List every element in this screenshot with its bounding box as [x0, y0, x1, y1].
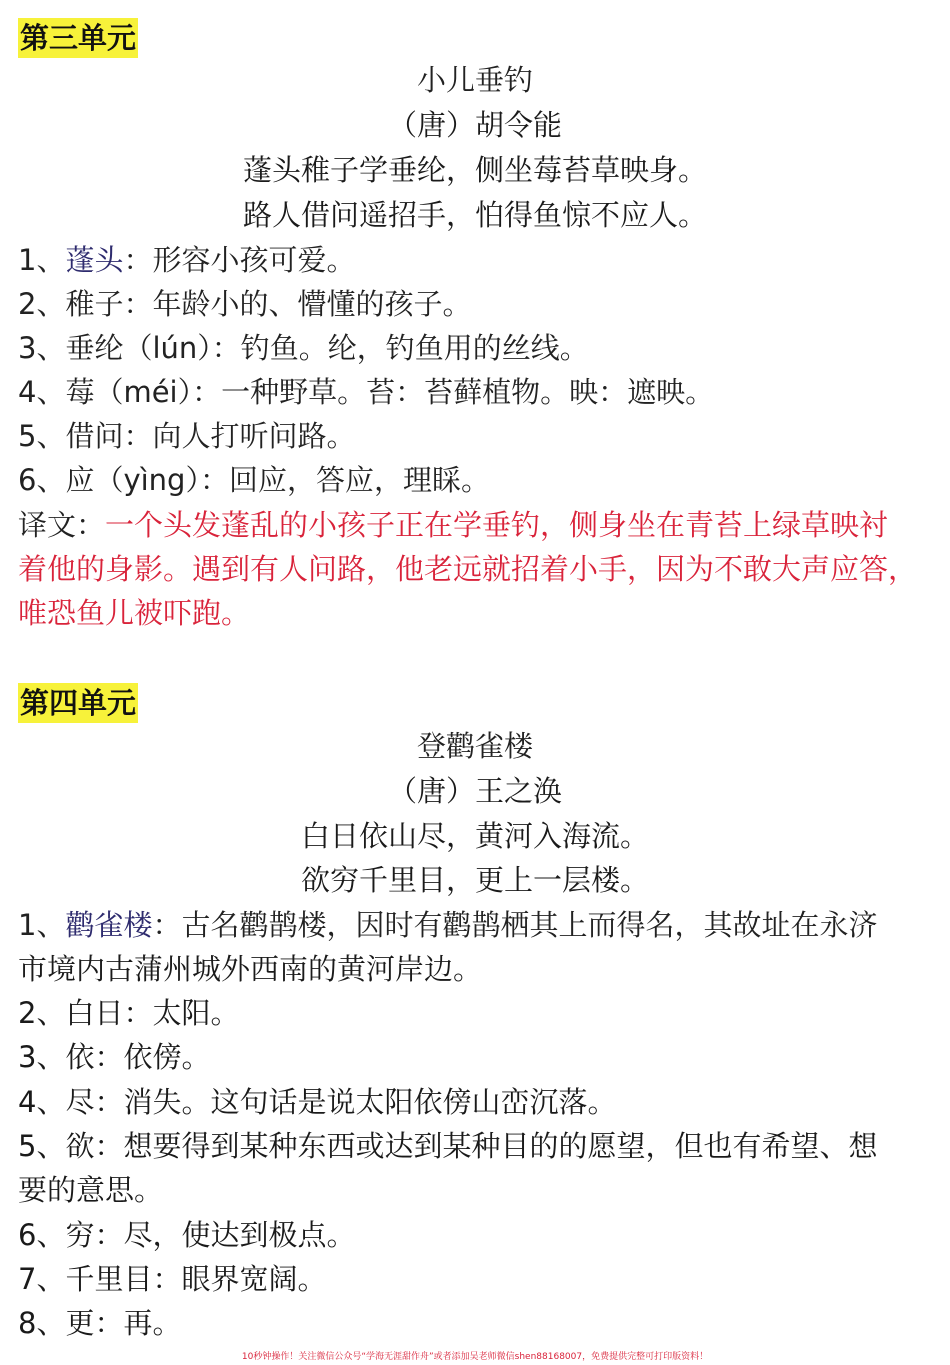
note-number: 4、	[18, 375, 66, 409]
unit4-note-8: 8、更：再。	[18, 1306, 182, 1340]
unit4-note-5: 5、欲：想要得到某种东西或达到某种目的的愿望，但也有希望、想	[18, 1129, 878, 1163]
unit4-verse2: 欲穷千里目，更上一层楼。	[300, 863, 649, 897]
unit4-note-2: 2、白日：太阳。	[18, 996, 240, 1030]
unit4-note-5-continued: 要的意思。	[18, 1173, 164, 1207]
unit4-note-1-continued: 市境内古蒲州城外西南的黄河岸边。	[18, 952, 483, 986]
unit3-verse2: 路人借问遥招手，怕得鱼惊不应人。	[242, 198, 707, 232]
unit3-note-2	[18, 282, 938, 326]
unit3-note-4	[18, 370, 938, 414]
note-definition: ：钓鱼。纶，钓鱼用的丝线。	[211, 331, 589, 365]
unit4-heading: 第四单元	[18, 683, 138, 723]
note-definition: ：向人打听问路。	[123, 419, 356, 453]
footer-watermark: 10秒钟操作！关注微信公众号“学海无涯甜作舟”或者添加吴老师微信shen88168007，免费提供完整可打印版资料！	[241, 1352, 709, 1362]
note-definition: ：回应，答应，理睬。	[199, 463, 490, 497]
note-number: 1、	[18, 908, 66, 942]
note-number: 5、	[18, 419, 66, 453]
note-term: 垂纶（lún）	[65, 331, 212, 365]
unit3-heading: 第三单元	[18, 18, 138, 58]
unit3-note-3	[18, 326, 938, 370]
note-definition: ：古名鹳鹊楼，因时有鹳鹊栖其上而得名，其故址在永济	[152, 908, 878, 942]
unit3-poem-title: 小儿垂钓	[416, 63, 533, 97]
note-number: 1、	[18, 243, 66, 277]
note-term: 借问	[65, 419, 124, 453]
note-definition: ：一种野草。苔：苔藓植物。映：遮映。	[192, 375, 715, 409]
note-term: 莓（méi）	[65, 375, 193, 409]
unit4-verse1: 白日依山尽，黄河入海流。	[300, 819, 649, 853]
unit3-translation-line2: 着他的身影。遇到有人问路，他老远就招着小手，因为不敢大声应答，	[18, 552, 918, 586]
unit3-translation-line1	[18, 503, 938, 547]
note-number: 6、	[18, 463, 66, 497]
unit3-author: （唐）胡令能	[387, 108, 562, 142]
note-term: 鹳雀楼	[65, 908, 153, 942]
note-number: 2、	[18, 287, 66, 321]
translation-label: 译文：	[18, 508, 106, 542]
unit4-note-6: 6、穷：尽，使达到极点。	[18, 1218, 356, 1252]
unit3-verse1: 蓬头稚子学垂纶，侧坐莓苔草映身。	[242, 153, 707, 187]
unit4-note-7: 7、千里目：眼界宽阔。	[18, 1262, 327, 1296]
unit3-note-1	[18, 238, 938, 282]
unit3-note-5	[18, 414, 938, 458]
unit4-note-1	[18, 903, 938, 947]
note-term: 蓬头	[65, 243, 124, 277]
unit3-translation-line3: 唯恐鱼儿被吓跑。	[18, 596, 251, 630]
note-term: 应（yìng）	[65, 463, 200, 497]
unit4-poem-title: 登鹳雀楼	[416, 729, 533, 763]
translation-text: 一个头发蓬乱的小孩子正在学垂钓，侧身坐在青苔上绿草映衬	[105, 508, 889, 542]
unit4-author: （唐）王之涣	[387, 774, 562, 808]
unit4-note-4: 4、尽：消失。这句话是说太阳依傍山峦沉落。	[18, 1085, 617, 1119]
note-definition: ：形容小孩可爱。	[123, 243, 356, 277]
note-definition: ：年龄小的、懵懂的孩子。	[123, 287, 472, 321]
unit4-note-3: 3、依：依傍。	[18, 1040, 211, 1074]
note-number: 3、	[18, 331, 66, 365]
note-term: 稚子	[65, 287, 124, 321]
unit3-note-6	[18, 458, 938, 502]
